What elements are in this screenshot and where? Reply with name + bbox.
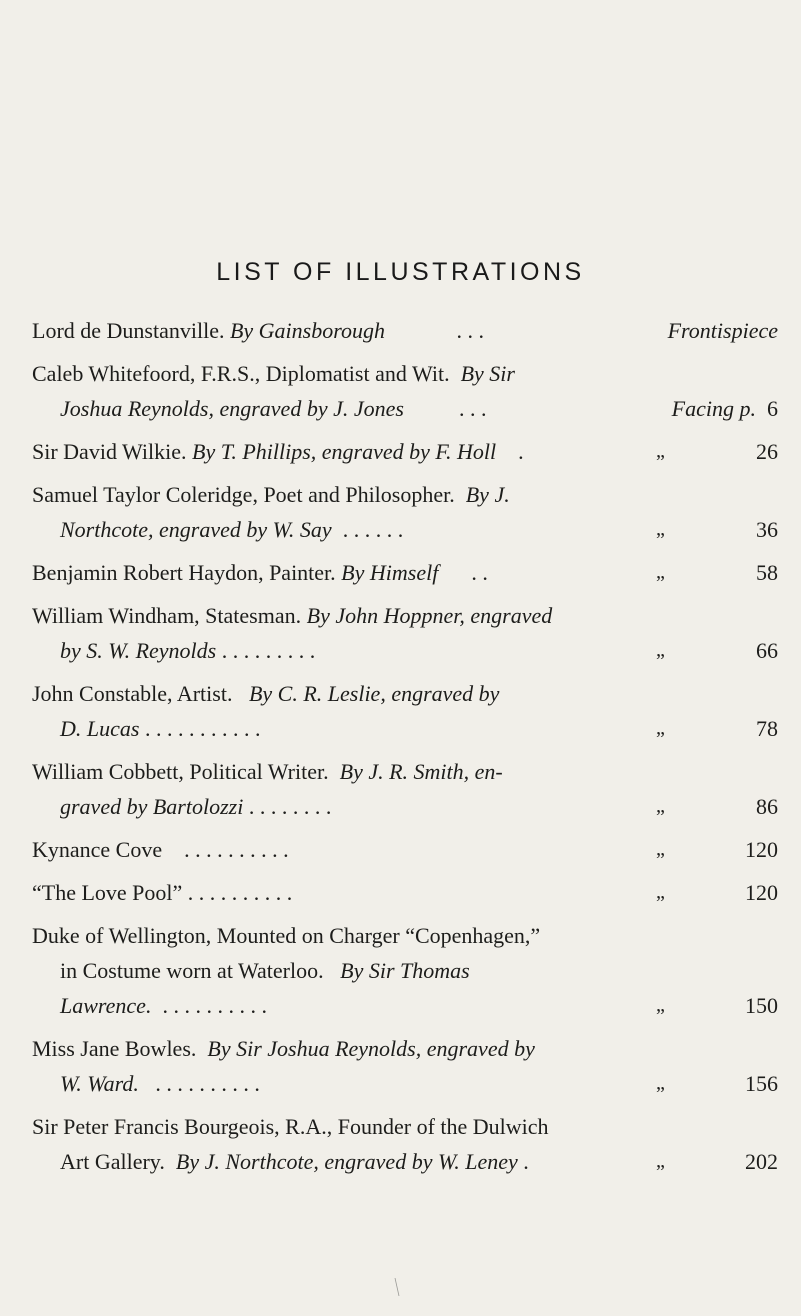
list-item [32, 754, 778, 824]
list-item [32, 555, 778, 590]
entry-subject: Kynance Cove [32, 837, 163, 862]
list-item [32, 356, 778, 426]
illustrations-list [32, 313, 778, 1187]
ditto-mark: „ [656, 440, 665, 462]
list-item [32, 1109, 778, 1179]
leader-dots: . . . . . . . . . . [187, 880, 293, 905]
entry-subject: Benjamin Robert Haydon, Painter. [32, 560, 336, 585]
entry-subject: William Windham, Statesman. [32, 603, 302, 628]
entry-subject: Sir Peter Francis Bourgeois, R.A., Founder of the Dulwich [32, 1114, 549, 1139]
leader-dots: . . . . . . . . . [221, 638, 316, 663]
entry-artist-cont: graved by Bartolozzi [60, 794, 244, 819]
entry-page: Frontispiece [667, 318, 778, 343]
ditto-mark: „ [656, 561, 665, 583]
entry-subject: “The Love Pool” [32, 880, 183, 905]
entry-page: 86 [756, 794, 778, 819]
ditto-mark: „ [656, 1072, 665, 1094]
entry-artist: By Sir [460, 361, 515, 386]
entry-subject: Duke of Wellington, Mounted on Charger “Copenhagen,” [32, 923, 541, 948]
ditto-mark: „ [656, 1150, 665, 1172]
leader-dots: . . . . . . . . . . [184, 837, 289, 862]
entry-artist-cont: D. Lucas [60, 716, 140, 741]
entry-subject: Samuel Taylor Coleridge, Poet and Philosopher. [32, 482, 455, 507]
entry-artist: By J. R. Smith, en- [339, 759, 503, 784]
entry-artist-cont: Northcote, engraved by W. Say [60, 517, 332, 542]
entry-artist: By Gainsborough [229, 318, 385, 343]
list-item [32, 1031, 778, 1101]
leader-dots: . [518, 439, 524, 464]
entry-page: 120 [745, 880, 778, 905]
list-item [32, 313, 778, 348]
entry-page: 156 [745, 1071, 778, 1096]
leader-dots: . . . . . . . . . . [162, 993, 267, 1018]
entry-page: 78 [756, 716, 778, 741]
entry-subject-cont: in Costume worn at Waterloo. [60, 958, 324, 983]
entry-artist-cont: Lawrence. [60, 993, 152, 1018]
list-item [32, 434, 778, 469]
entry-subject: Sir David Wilkie. [32, 439, 187, 464]
entry-artist: By C. R. Leslie, engraved by [248, 681, 500, 706]
entry-page: 36 [756, 517, 778, 542]
list-item [32, 875, 778, 910]
list-item [32, 598, 778, 668]
ditto-mark: „ [656, 639, 665, 661]
list-item [32, 477, 778, 547]
stray-pencil-mark [394, 1278, 400, 1296]
leader-dots: . . . [456, 318, 484, 343]
entry-artist: By Himself [341, 560, 439, 585]
entry-artist: By Sir Thomas [340, 958, 470, 983]
entry-page: 120 [745, 837, 778, 862]
list-item [32, 676, 778, 746]
entry-page: 150 [745, 993, 778, 1018]
leader-dots: . [523, 1149, 529, 1174]
list-item [32, 918, 778, 1023]
entry-artist: By Sir Joshua Reynolds, engraved by [207, 1036, 535, 1061]
ditto-mark: „ [656, 518, 665, 540]
ditto-mark: „ [656, 795, 665, 817]
entry-artist: By J. [465, 482, 510, 507]
ditto-mark: „ [656, 881, 665, 903]
entry-artist: By John Hoppner, engraved [306, 603, 553, 628]
entry-subject: William Cobbett, Political Writer. [32, 759, 329, 784]
entry-page: 58 [756, 560, 778, 585]
ditto-mark: „ [656, 838, 665, 860]
leader-dots: . . . . . . . . [248, 794, 332, 819]
entry-subject: Miss Jane Bowles. [32, 1036, 197, 1061]
entry-page: 26 [756, 439, 778, 464]
facing-label: Facing p. [671, 396, 756, 421]
list-item [32, 832, 778, 867]
entry-subject-cont: Art Gallery. [60, 1149, 165, 1174]
entry-subject: Lord de Dunstanville. [32, 318, 225, 343]
entry-artist-cont: Joshua Reynolds, engraved by J. Jones [60, 396, 404, 421]
leader-dots: . . . [458, 396, 487, 421]
entry-subject: Caleb Whitefoord, F.R.S., Diplomatist and Wit. [32, 361, 450, 386]
entry-page: 6 [767, 396, 778, 421]
leader-dots: . . [471, 560, 488, 585]
entry-artist: By T. Phillips, engraved by F. Holl [192, 439, 497, 464]
entry-subject: John Constable, Artist. [32, 681, 233, 706]
ditto-mark: „ [656, 717, 665, 739]
page-title: LIST OF ILLUSTRATIONS [216, 258, 585, 286]
leader-dots: . . . . . . . . . . . [144, 716, 261, 741]
ditto-mark: „ [656, 994, 665, 1016]
entry-artist: By J. Northcote, engraved by W. Leney [175, 1149, 518, 1174]
entry-artist-cont: W. Ward. [60, 1071, 139, 1096]
leader-dots: . . . . . . [342, 517, 404, 542]
entry-artist-cont: by S. W. Reynolds [60, 638, 217, 663]
entry-page: 202 [745, 1149, 778, 1174]
entry-page: 66 [756, 638, 778, 663]
leader-dots: . . . . . . . . . . [155, 1071, 260, 1096]
